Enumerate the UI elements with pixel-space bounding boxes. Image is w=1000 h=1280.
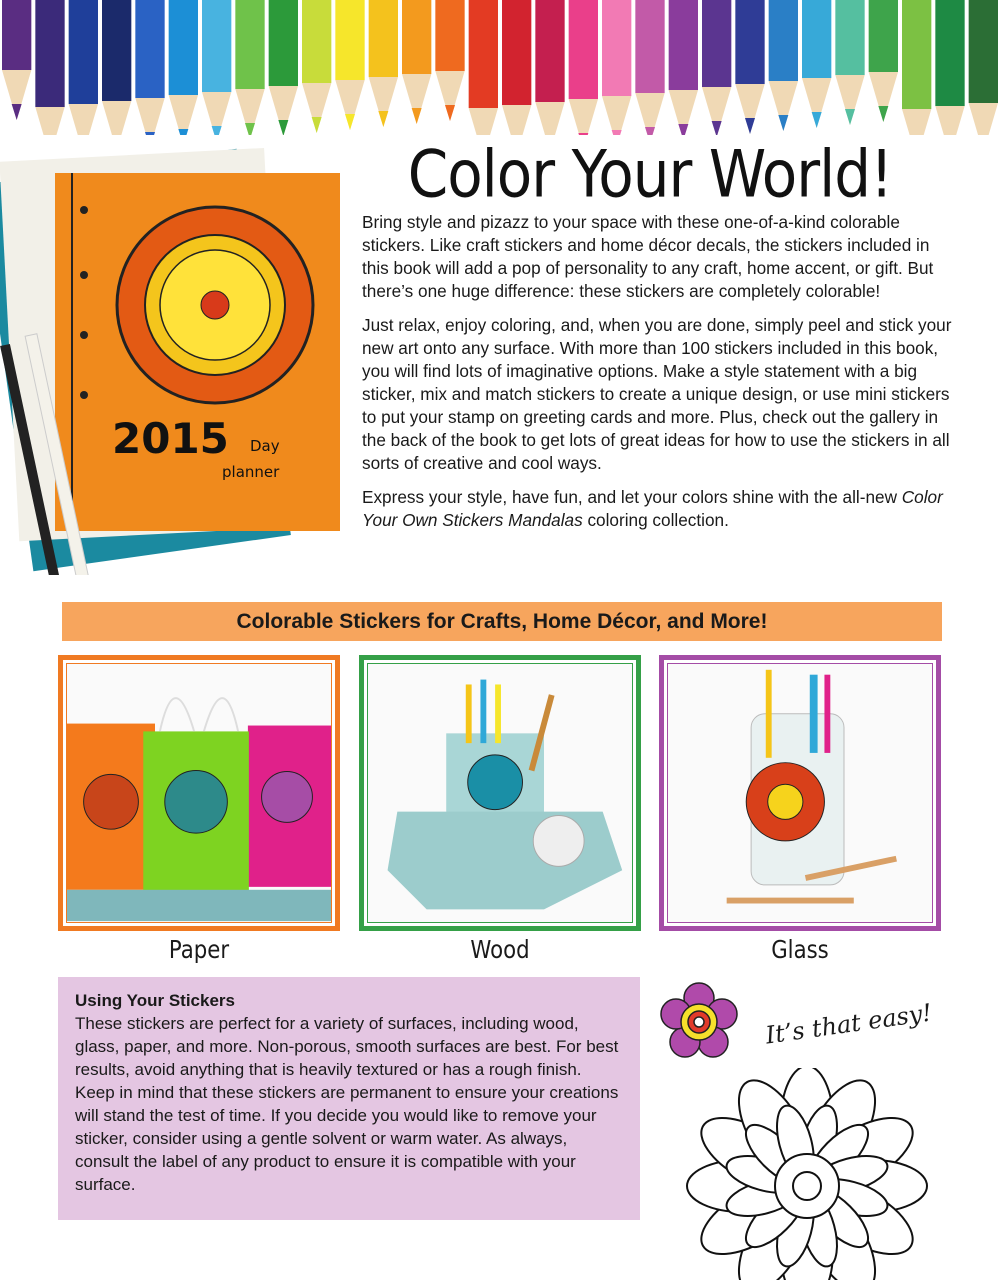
page-title: Color Your World! [407, 135, 893, 213]
photo-wood-organizer [359, 655, 641, 931]
pencil [935, 0, 964, 135]
photo-caption: Glass [771, 935, 829, 964]
planner-label: planner [222, 463, 280, 481]
pencil [35, 0, 64, 135]
pencil [235, 0, 264, 135]
pencil [969, 0, 998, 135]
book-title: Color Your Own Stickers Mandalas [362, 487, 943, 530]
pencil [769, 0, 798, 131]
text: coloring collection. [582, 510, 729, 530]
intro-paragraph: Just relax, enjoy coloring, and, when you are done, simply peel and stick your new art onto any surface. With more than 100 stickers included in this book, you will find lots of imaginative options. Make a style statement with a big sticker, mix and match stickers to create a unique design, or use mini stickers to put your stamp on greeting cards and more. Plus, check out the gallery in the back of the book to get lots of great ideas for how to use the stickers in all sorts of creative and cool ways. [362, 315, 952, 473]
pencil [502, 0, 531, 135]
intro-paragraph: Bring style and pizazz to your space with these one-of-a-kind colorable stickers. Like craft stickers and home décor decals, the stickers included in this book will add a pop of personality to any craft, home accent, or gift. But there’s one huge difference: these stickers are completely colorable! [362, 212, 934, 301]
using-stickers-box [58, 977, 640, 1220]
planner-day: Day [250, 437, 280, 455]
photo-caption: Paper [168, 935, 230, 964]
pencil [869, 0, 898, 122]
pencil [535, 0, 564, 135]
photo-paper-bags [58, 655, 340, 931]
photo-glass-jar [659, 655, 941, 931]
using-stickers-body: These stickers are perfect for a variety of surfaces, including wood, glass, paper, and more. Non-porous, smooth surfaces are best. For best results, avoid anything that is heavily textured or has a rough finish. Keep in mind that these stickers are permanent to ensure your creations will stand the test of time. If you decide you would like to remove your sticker, consider using a gentle solvent or warm water. As always, consult the label of any product to ensure it is compatible with your surface. [75, 1014, 619, 1194]
pencil [302, 0, 331, 133]
pencil [2, 0, 31, 120]
pencil [335, 0, 364, 130]
pencil [802, 0, 831, 128]
text: Express your style, have fun, and let your colors shine with the all-new [362, 487, 902, 507]
intro-paragraph [362, 486, 952, 532]
pencil [902, 0, 931, 135]
photo-caption: Wood [470, 935, 530, 964]
section-banner: Colorable Stickers for Crafts, Home Décor, and More! [62, 602, 942, 641]
intro-text [362, 211, 952, 543]
pencil [669, 0, 698, 135]
its-that-easy-text: It’s that easy! [763, 998, 934, 1050]
pencil [602, 0, 631, 135]
colored-pencils-banner [0, 0, 1000, 135]
pencil [69, 0, 98, 135]
day-planner-image [0, 135, 350, 575]
small-flower-icon [655, 982, 743, 1062]
pencil [169, 0, 198, 135]
pencil [835, 0, 864, 125]
pencil [102, 0, 131, 135]
pencil [269, 0, 298, 135]
pencil [702, 0, 731, 135]
pencil [402, 0, 431, 124]
pencil [735, 0, 764, 134]
pencil [135, 0, 164, 135]
line-art-flower-icon [665, 1068, 950, 1280]
pencil [469, 0, 498, 135]
using-stickers-heading: Using Your Stickers [75, 991, 235, 1010]
pencil [202, 0, 231, 135]
pencil [569, 0, 598, 135]
planner-year: 2015 [112, 414, 229, 463]
pencil [369, 0, 398, 127]
pencil [435, 0, 464, 121]
pencil [635, 0, 664, 135]
